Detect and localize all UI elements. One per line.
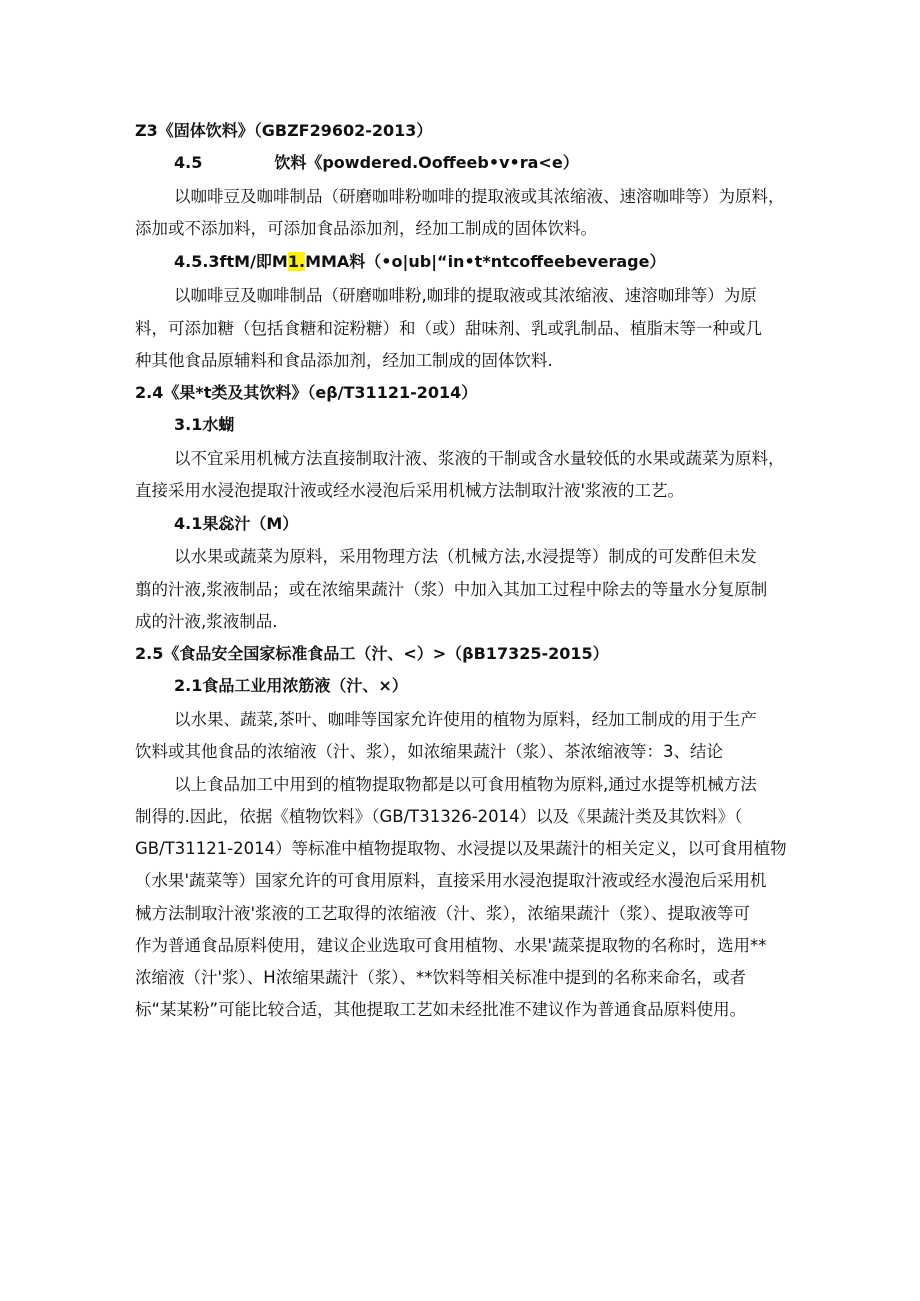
paragraph-line: 料，可添加糖（包括食糖和淀粉糖）和（或）甜味剂、乳或乳制品、植脂末等一种或几 [135, 319, 762, 338]
subsection-heading [174, 152, 579, 174]
subsection-heading [174, 251, 665, 273]
paragraph-line: 标“某某粉”可能比较合适，其他提取工艺如未经批准不建议作为普通食品原料使用。 [135, 1000, 747, 1019]
paragraph-line: 制得的.因此，依据《植物饮料》（GB/T31326-2014）以及《果蔬汁类及其饮料》（ [135, 807, 743, 826]
section-heading: 2.5《食品安全国家标准食品工（汁、<）>（βB17325-2015） [135, 644, 609, 663]
paragraph-line: 械方法制取汁液'浆液的工艺取得的浓缩液（汁、浆），浓缩果蔬汁（浆）、提取液等可 [135, 904, 751, 923]
paragraph-line: 以咖啡豆及咖啡制品（研磨咖啡粉咖啡的提取液或其浓缩液、速溶咖啡等）为原料， [174, 187, 785, 206]
paragraph-line: 作为普通食品原料使用，建议企业选取可食用植物、水果'蔬菜提取物的名称时，选用** [135, 936, 767, 955]
paragraph-line: 以咖啡豆及咖啡制品（研磨咖啡粉,咖琲的提取液或其浓缩液、速溶咖琲等）为原 [174, 286, 757, 305]
paragraph-line: 以上食品加工中用到的植物提取物都是以可食用植物为原料,通过水提等机械方法 [174, 775, 757, 794]
paragraph-line: 成的汁液,浆液制品. [135, 612, 278, 631]
section-heading: 2.4《果*t类及其饮料》（eβ/T31121-2014） [135, 383, 478, 402]
paragraph-line: 直接采用水浸泡提取汁液或经水浸泡后采用机械方法制取汁液'浆液的工艺。 [135, 481, 685, 500]
paragraph-line: 饮料或其他食品的浓缩液（汁、浆），如浓缩果蔬汁（浆）、茶浓缩液等：3、结论 [135, 742, 723, 761]
highlighted-text: 1. [287, 252, 306, 271]
subsection-title: MMA料（•o|ub|“in•t*ntcoffeebeverage） [305, 252, 666, 271]
subsection-heading: 2.1食品工业用浓筋液（汁、×） [174, 676, 408, 695]
paragraph-line: 添加或不添加料，可添加食品添加剂，经加工制成的固体饮料。 [135, 219, 597, 238]
paragraph-line: 种其他食品原辅料和食品添加剂，经加工制成的固体饮料. [135, 351, 553, 370]
paragraph-line: GB/T31121-2014）等标准中植物提取物、水浸提以及果蔬汁的相关定义，以可食用植物 [135, 839, 787, 858]
subsection-heading: 4.1果惢汁（M） [174, 514, 299, 533]
paragraph-line: 以不宜采用机械方法直接制取汁液、浆液的干制或含水量较低的水果或蔬菜为原料， [174, 449, 785, 468]
paragraph-line: 翦的汁液,浆液制品；或在浓缩果蔬汁（浆）中加入其加工过程中除去的等量水分复原制 [135, 580, 768, 599]
paragraph-line: 以水果、蔬菜,茶叶、咖啡等国家允许使用的植物为原料，经加工制成的用于生产 [174, 710, 757, 729]
subsection-title: 饮料《powdered.Ooffeeb•v•ra<e） [274, 153, 579, 172]
section-heading: Z3《固体饮料》（GBZF29602-2013） [135, 121, 433, 140]
paragraph-line: 浓缩液（汁'浆）、H浓缩果蔬汁（浆）、**饮料等相关标准中提到的名称来命名，或者 [135, 968, 746, 987]
paragraph-line: （水果'蔬菜等）国家允许的可食用原料，直接采用水浸泡提取汁液或经水漫泡后采用机 [135, 871, 767, 890]
subsection-heading: 3.1水蝴 [174, 415, 235, 434]
paragraph-line: 以水果或蔬菜为原料，采用物理方法（机械方法,水浸提等）制成的可发酢但未发 [174, 547, 757, 566]
subsection-number: 4.5 [174, 153, 203, 172]
subsection-prefix: 4.5.3ftM/即M [174, 252, 288, 271]
